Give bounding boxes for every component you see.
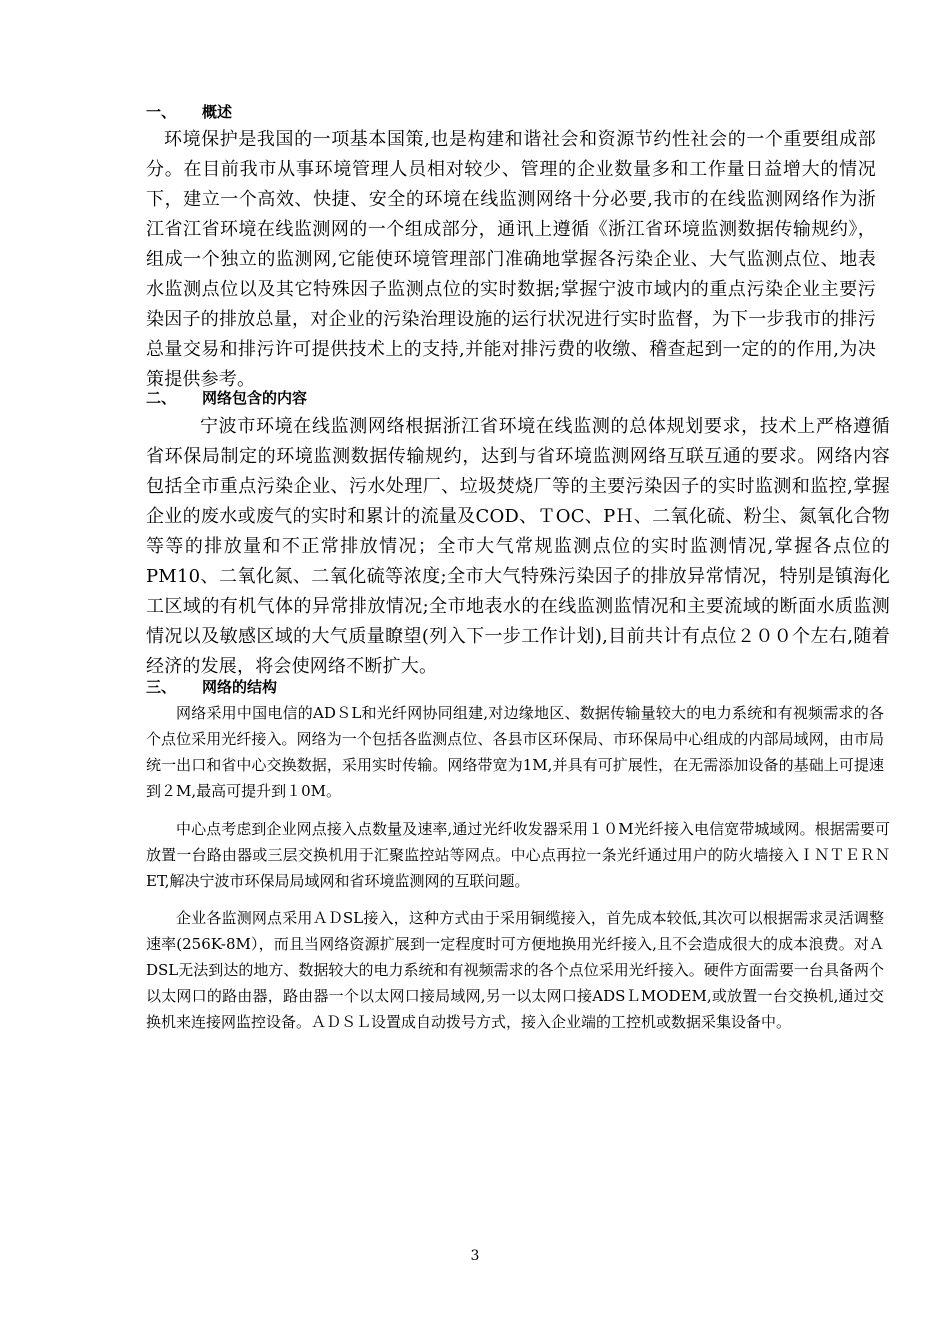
- section-2-body: 宁波市环境在线监测网络根据浙江省环境在线监测的总体规划要求，技术上严格遵循省环保局制定的环境监测数据传输规约，达到与省环境监测网络互联互通的要求。网络内容包括全市重点污染企业、污水处理厂、垃圾焚烧厂等的主要污染因子的实时监测和监控,掌握企业的废水或废气的实时和累计的流量及COD、ＴOC、PＨ、二氧化硫、粉尘、氮氧化合物等等的排放量和不正常排放情况；全市大气常规监测点位的实时监测情况,掌握各点位的PM10、二氧化氮、二氧化硫等浓度;全市大气特殊污染因子的排放异常情况，特别是镇海化工区域的有机气体的异常排放情况;全市地表水的在线监测监情况和主要流域的断面水质监测情况以及敏感区域的大气质量瞭望(列入下一步工作计划),目前共计有点位２００个左右,随着经济的发展，将会使网络不断扩大。: [146, 416, 890, 677]
- section-2-number: 二、: [146, 389, 177, 407]
- page-number: 3: [470, 1248, 480, 1264]
- section-1-heading: [146, 102, 232, 122]
- section-2-heading: [146, 388, 307, 408]
- section-3-title: 网络的结构: [202, 678, 278, 696]
- section-2-title: 网络包含的内容: [202, 389, 308, 407]
- section-3-paragraph-2: 中心点考虑到企业网点接入点数量及速率,通过光纤收发器采用１０M光纤接入电信宽带城域网。根据需要可放置一台路由器或三层交换机用于汇聚监控站等网点。中心点再拉一条光纤通过用户的防火墙接入ＩＮＴＥＲＮET,解决宁波市环保局局域网和省环境监测网的互联问题。: [146, 820, 890, 890]
- section-1-number: 一、: [146, 103, 177, 121]
- section-1-title: 概述: [202, 103, 233, 121]
- section-3-number: 三、: [146, 678, 177, 696]
- section-3-paragraph-3: 企业各监测网点采用ＡＤSL接入，这种方式由于采用铜缆接入，首先成本较低,其次可以根据需求灵活调整速率(256K-8M），而且当网络资源扩展到一定程度时可方便地换用光纤接入,且不会造成很大的成本浪费。对ＡDSL无法到达的地方、数据较大的电力系统和有视频需求的各个点位采用光纤接入。硬件方面需要一台具备两个以太网口的路由器，路由器一个以太网口接局域网,另一以太网口接ADSＬMODEM,或放置一台交换机,通过交换机来连接网监控设备。ＡＤＳＬ设置成自动拨号方式，接入企业端的工控机或数据采集设备中。: [146, 909, 884, 1031]
- section-1-body: 环境保护是我国的一项基本国策,也是构建和谐社会和资源节约性社会的一个重要组成部分。在目前我市从事环境管理人员相对较少、管理的企业数量多和工作量日益增大的情况下，建立一个高效、快捷、安全的环境在线监测网络十分必要,我市的在线监测网络作为浙江省江省环境在线监测网的一个组成部分，通讯上遵循《浙江省环境监测数据传输规约》，组成一个独立的监测网,它能使环境管理部门准确地掌握各污染企业、大气监测点位、地表水监测点位以及其它特殊因子监测点位的实时数据;掌握宁波市域内的重点污染企业主要污染因子的排放总量，对企业的污染治理设施的运行状况进行实时监督，为下一步我市的排污总量交易和排污许可提供技术上的支持,并能对排污费的收缴、稽查起到一定的的作用,为决策提供参考。: [146, 129, 876, 390]
- section-3-heading: [146, 677, 277, 697]
- section-3-paragraph-1: 网络采用中国电信的ADＳL和光纤网协同组建,对边缘地区、数据传输量较大的电力系统和有视频需求的各个点位采用光纤接入。网络为一个包括各监测点位、各县市区环保局、市环保局中心组成的内部局域网，由市局统一出口和省中心交换数据，采用实时传输。网络带宽为1M,并具有可扩展性，在无需添加设备的基础上可提速到２M,最高可提升到１0M。: [146, 704, 884, 800]
